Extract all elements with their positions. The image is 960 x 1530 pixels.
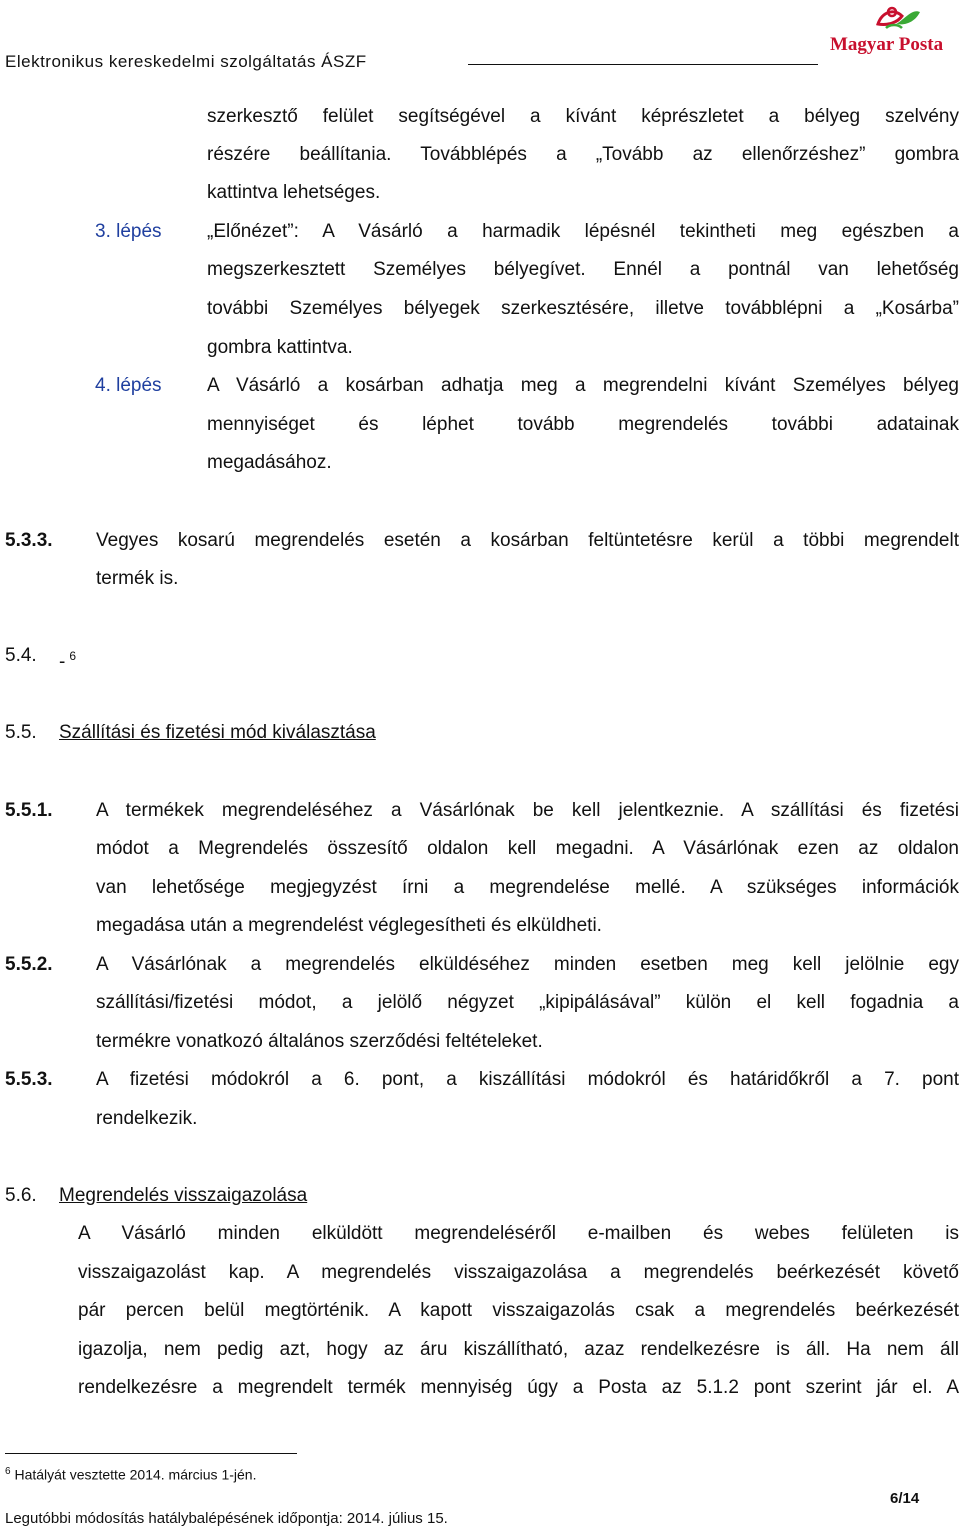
section-5-5-3-line-2: rendelkezik. xyxy=(96,1108,198,1129)
posthorn-icon xyxy=(824,2,960,64)
step3-label: 3. lépés xyxy=(95,221,162,242)
page-number: 6/14 xyxy=(890,1490,920,1507)
section-5-6-line-3: pár percen belül megtörténik. A kapott visszaigazolás csak a megrendelés beérkezését xyxy=(78,1300,959,1321)
section-5-6-line-4: igazolja, nem pedig azt, hogy az áru kiszállítható, azaz rendelkezésre is áll. Ha nem áll xyxy=(78,1339,959,1360)
svg-text:Magyar Posta: Magyar Posta xyxy=(830,34,944,55)
footnote-number: 6 xyxy=(5,1466,11,1477)
section-5-5-2-line-1: A Vásárlónak a megrendelés elküldéséhez minden esetben meg kell jelölnie egy xyxy=(96,954,959,975)
section-5-6-number: 5.6. xyxy=(5,1185,37,1206)
section-5-5-1-line-2: módot a Megrendelés összesítő oldalon kell megadni. A Vásárlónak ezen az oldalon xyxy=(96,838,959,859)
header-rule xyxy=(468,64,818,65)
step2-line-1: szerkesztő felület segítségével a kívánt képrészletet a bélyeg szelvény xyxy=(207,106,959,127)
section-5-5-2-line-2: szállítási/fizetési módot, a jelölő négyzet „kipipálásával” külön el kell fogadnia a xyxy=(96,992,959,1013)
section-5-4-dash: - xyxy=(59,651,66,673)
footnote-ref: 6 xyxy=(69,649,77,663)
section-5-4-text xyxy=(59,645,76,673)
step3-line-2: megszerkesztett Személyes bélyegívet. Ennél a pontnál van lehetőség xyxy=(207,259,959,280)
section-5-4-number: 5.4. xyxy=(5,645,37,666)
section-5-5-1-number: 5.5.1. xyxy=(5,800,53,821)
step4-line-3: megadásához. xyxy=(207,452,332,473)
section-5-5-number: 5.5. xyxy=(5,722,37,743)
section-5-6-line-5: rendelkezésre a megrendelt termék mennyiség úgy a Posta az 5.1.2 pont szerint jár el. A xyxy=(78,1377,959,1398)
section-5-5-3-line-1: A fizetési módokról a 6. pont, a kiszállítási módokról és határidőkről a 7. pont xyxy=(96,1069,959,1090)
section-5-6-line-1: A Vásárló minden elküldött megrendeléséről e-mailben és webes felületen is xyxy=(78,1223,959,1244)
section-5-6-line-2: visszaigazolást kap. A megrendelés visszaigazolása a megrendelés beérkezését követő xyxy=(78,1262,959,1283)
footnote xyxy=(5,1466,256,1483)
step2-line-2: részére beállítania. Továbblépés a „Tovább az ellenőrzéshez” gombra xyxy=(207,144,959,165)
step3-line-3: további Személyes bélyegek szerkesztésére, illetve továbblépni a „Kosárba” xyxy=(207,298,959,319)
magyar-posta-logo xyxy=(824,2,960,64)
step3-line-1: „Előnézet”: A Vásárló a harmadik lépésnél tekintheti meg egészben a xyxy=(207,221,959,242)
document-header-title: Elektronikus kereskedelmi szolgáltatás ÁSZF xyxy=(5,52,367,71)
section-5-5-2-line-3: termékre vonatkozó általános szerződési feltételeket. xyxy=(96,1031,543,1052)
section-5-5-title: Szállítási és fizetési mód kiválasztása xyxy=(59,722,376,743)
section-5-3-3-line-1: Vegyes kosarú megrendelés esetén a kosárban feltüntetésre kerül a többi megrendelt xyxy=(96,530,959,551)
section-5-5-1-line-4: megadása után a megrendelést véglegesítheti és elküldheti. xyxy=(96,915,602,936)
step4-label: 4. lépés xyxy=(95,375,162,396)
step4-line-2: mennyiséget és léphet tovább megrendelés további adatainak xyxy=(207,414,959,435)
step4-line-1: A Vásárló a kosárban adhatja meg a megrendelni kívánt Személyes bélyeg xyxy=(207,375,959,396)
section-5-5-2-number: 5.5.2. xyxy=(5,954,53,975)
section-5-5-3-number: 5.5.3. xyxy=(5,1069,53,1090)
step2-line-3: kattintva lehetséges. xyxy=(207,182,381,203)
step3-line-4: gombra kattintva. xyxy=(207,337,353,358)
section-5-3-3-line-2: termék is. xyxy=(96,568,179,589)
footnote-rule xyxy=(5,1453,297,1454)
section-5-5-1-line-1: A termékek megrendeléséhez a Vásárlónak be kell jelentkeznie. A szállítási és fizetési xyxy=(96,800,959,821)
section-5-5-1-line-3: van lehetősége megjegyzést írni a megrendelése mellé. A szükséges információk xyxy=(96,877,959,898)
section-5-6-title: Megrendelés visszaigazolása xyxy=(59,1185,308,1206)
footnote-text: Hatályát vesztette 2014. március 1-jén. xyxy=(14,1466,257,1483)
section-5-3-3-number: 5.3.3. xyxy=(5,530,53,551)
footer-text: Legutóbbi módosítás hatálybalépésének időpontja: 2014. július 15. xyxy=(5,1510,448,1527)
